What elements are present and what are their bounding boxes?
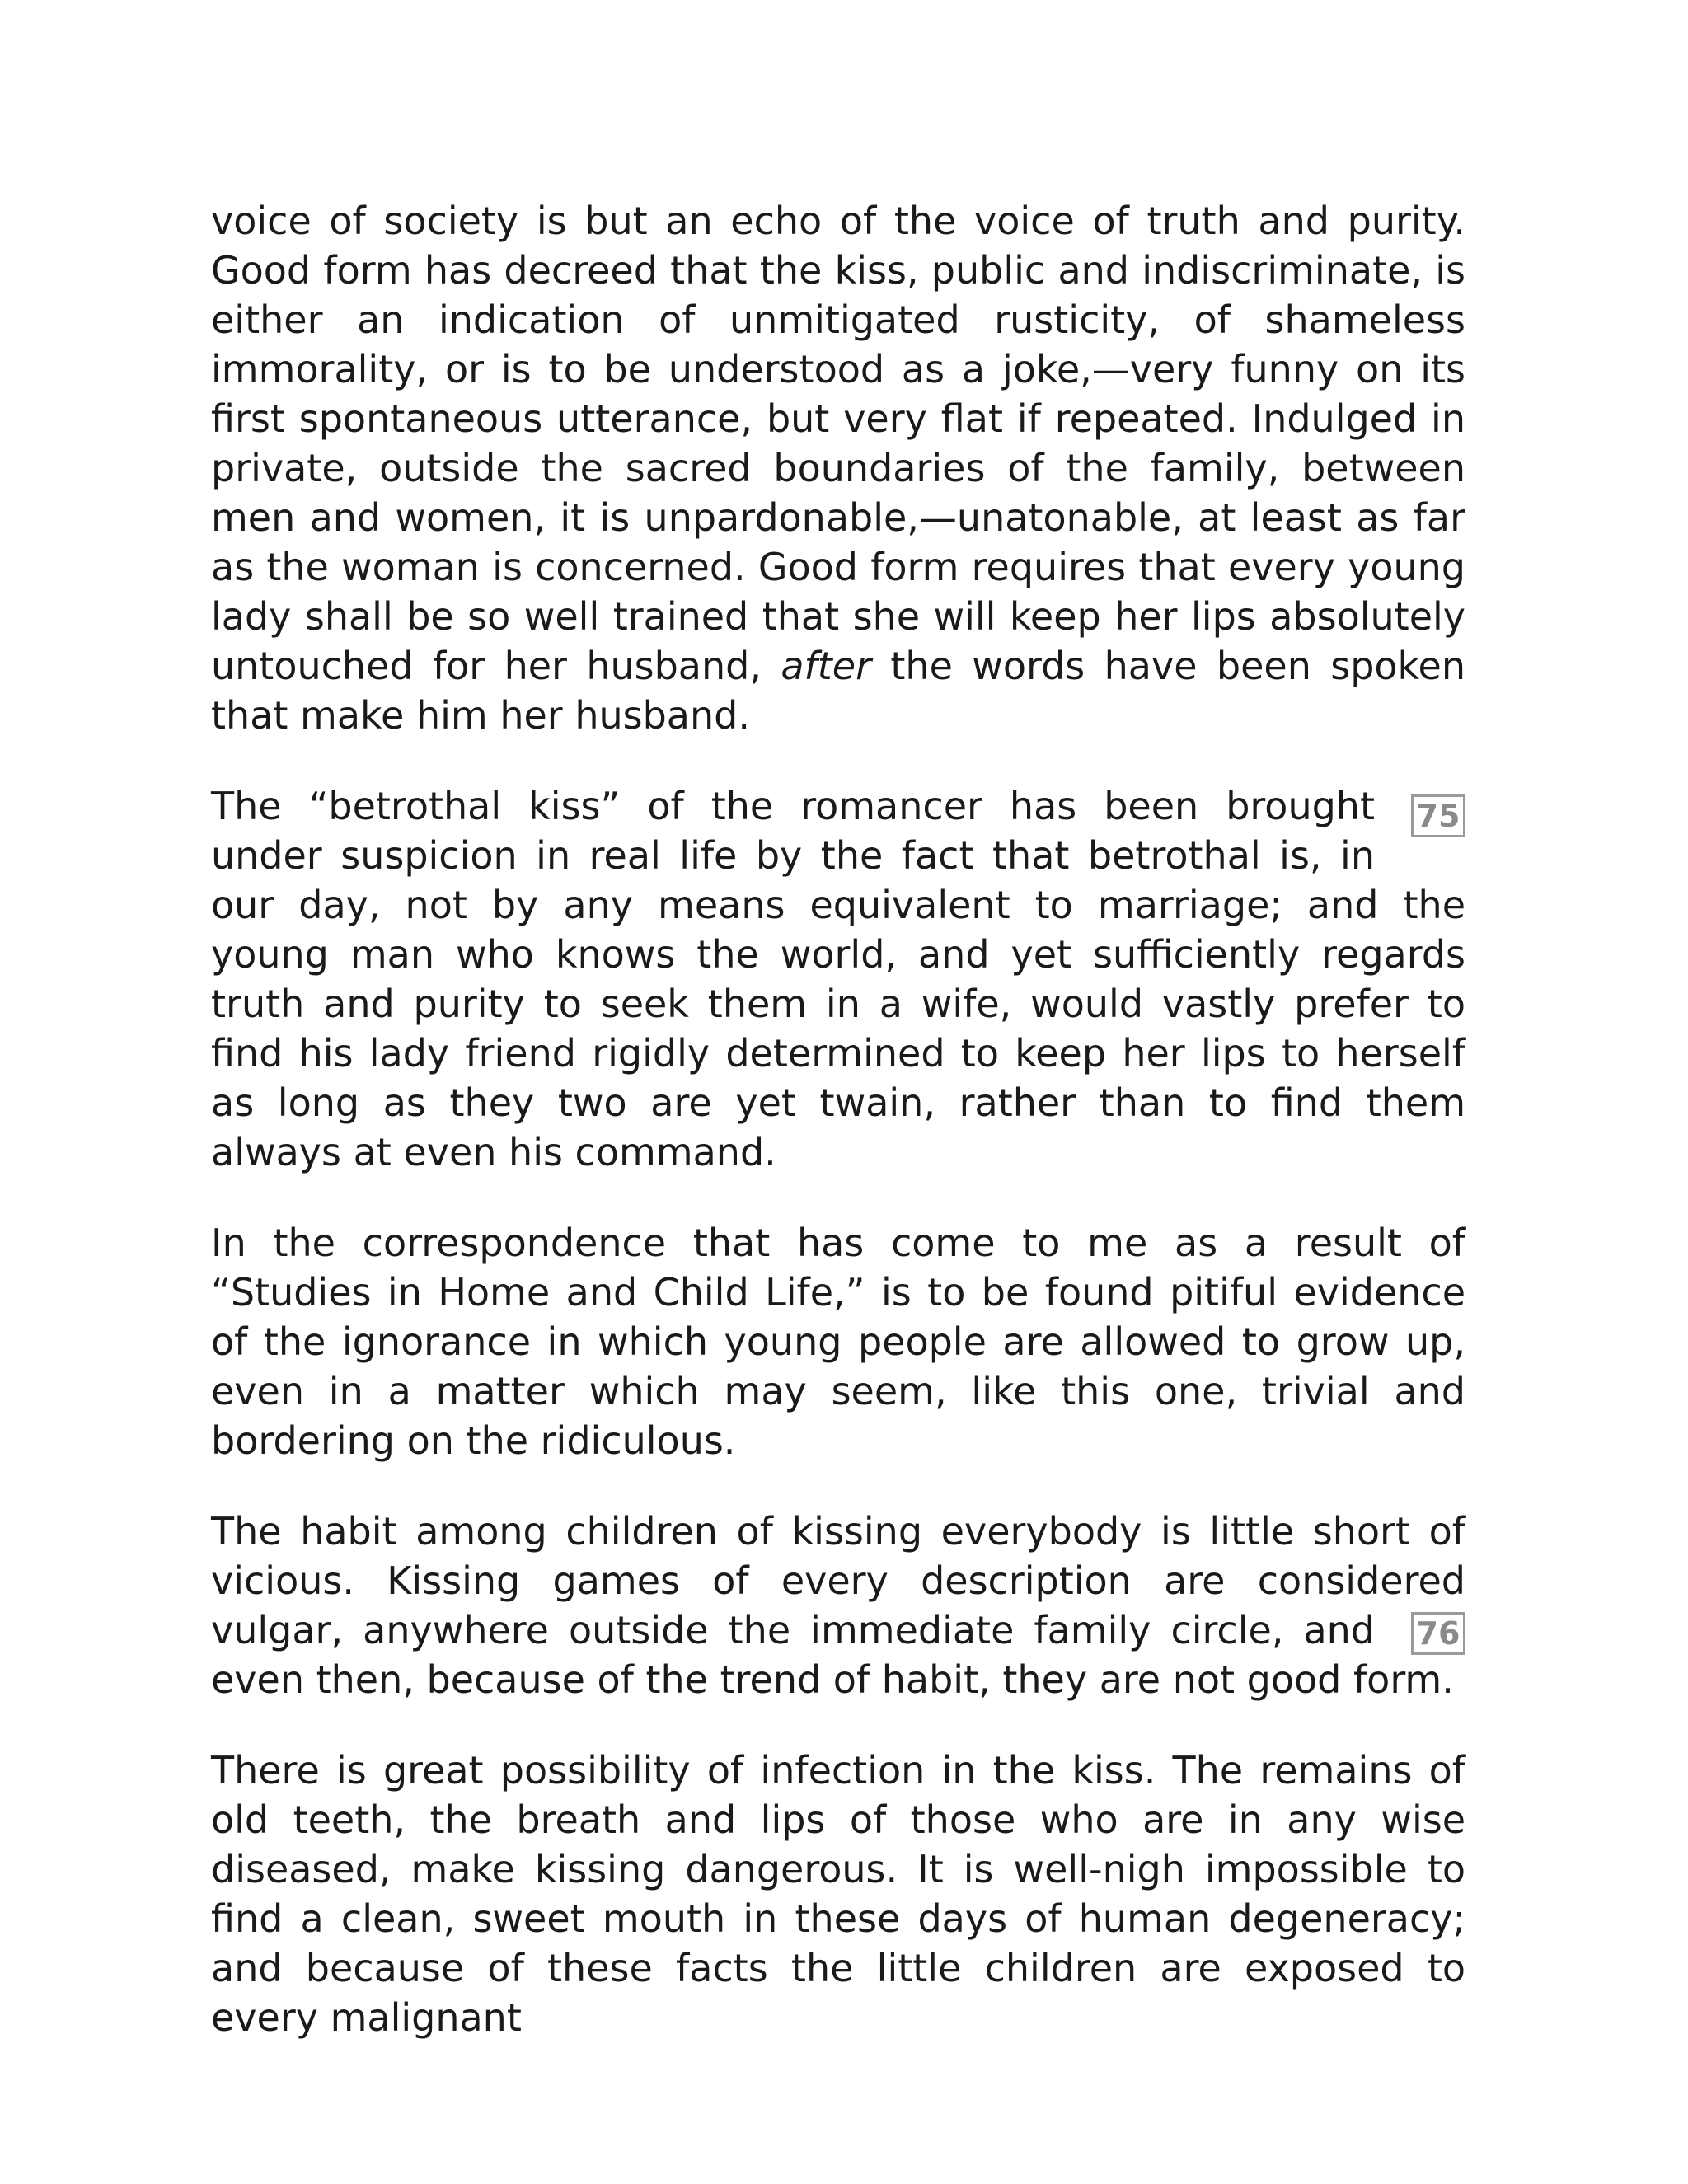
paragraph-4-text-a: The habit among children of kissing everybody is little short of vicious. Kissing games of every description are considered vulgar, [211,1509,1465,1652]
paragraph-5 [211,1746,1465,2042]
paragraph-2-text: The “betrothal kiss” of the romancer has been brought under suspicion in real life by the fact that betrothal is, in our day, not by any means equivalent to marriage; and the young man who knows the world, and yet sufficiently regards truth and purity to seek them in a wife, would vastly prefer to find his lady friend rigidly determined to keep her lips to herself as long as they two are yet twain, rather than to find them always at even his command. [211,784,1465,1174]
page-body [211,196,1465,2083]
paragraph-4 [211,1507,1465,1704]
paragraph-1-text-end: the words have been spoken that make him her husband. [211,644,1465,738]
paragraph-1-text: voice of society is but an echo of the voice of truth and purity. Good form has decreed that the kiss, public and indiscriminate, is either an indication of unmitigated rusticity, of shameless immorality, or is to be understood as a joke,—very funny on its first spontaneous utterance, but very flat if repeated. Indulged in private, outside the sacred boundaries of the family, between men and women, it is unpardonable,—unatonable, at least as far as the woman is concerned. Good form requires that every young lady shall be so well trained that she will keep her lips absolutely untouched for her husband, [211,199,1465,688]
emphasis-after: after [781,644,871,688]
paragraph-3-text: In the correspondence that has come to me as a result of “Studies in Home and Child Life,” is to be found pitiful evidence of the ignorance in which young people are allowed to grow up, even in a matter which may seem, like this one, trivial and bordering on the ridiculous. [211,1221,1465,1463]
paragraph-1 [211,196,1465,740]
page-number-76[interactable]: 76 [1411,1612,1465,1655]
paragraph-3 [211,1218,1465,1465]
paragraph-5-text: There is great possibility of infection in the kiss. The remains of old teeth, the breath and lips of those who are in any wise diseased, make kissing dangerous. It is well-nigh impossible to find a clean, sweet mouth in these days of human degeneracy; and because of these facts the little children are exposed to every malignant [211,1748,1465,2040]
page-number-75[interactable]: 75 [1411,794,1465,837]
paragraph-2 [211,781,1465,1177]
paragraph-4-text-b: anywhere outside the immediate family circle, and even then, because of the trend of habit, they are not good form. [211,1608,1454,1702]
